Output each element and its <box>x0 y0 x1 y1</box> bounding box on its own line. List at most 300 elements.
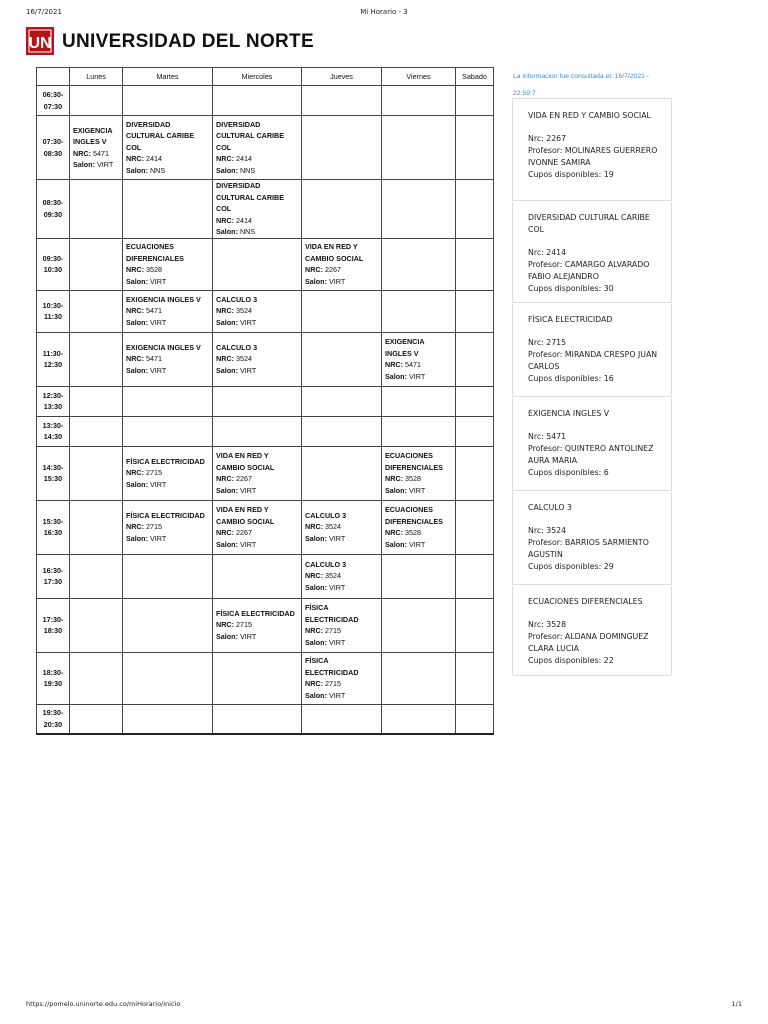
class-name: DIVERSIDAD CULTURAL CARIBE COL <box>126 119 195 152</box>
nrc-value: 2267 <box>324 265 341 274</box>
schedule-header-row <box>37 68 494 86</box>
day-header: Sabado <box>456 68 494 86</box>
class-nrc <box>305 570 378 582</box>
class-salon <box>126 276 209 288</box>
salon-label: Salon: <box>385 485 407 495</box>
class-cell <box>70 116 123 180</box>
class-nrc <box>216 527 298 539</box>
empty-cell <box>70 704 123 734</box>
salon-value: NNS <box>149 165 166 175</box>
class-name: FÍSICA ELECTRICIDAD <box>126 510 205 520</box>
nrc-value: 2715 <box>235 620 252 630</box>
class-cell <box>213 116 302 180</box>
day-header: Miercoles <box>213 68 302 86</box>
empty-cell <box>302 290 382 332</box>
empty-cell <box>123 598 213 652</box>
class-name: FÍSICA ELECTRICIDAD <box>126 456 205 466</box>
empty-cell <box>456 446 494 500</box>
empty-cell <box>213 652 302 704</box>
empty-cell <box>456 238 494 290</box>
course-nrc: Nrc: 3524 <box>528 526 567 535</box>
course-card <box>512 201 672 303</box>
salon-label: Salon: <box>126 533 148 543</box>
schedule-body <box>37 86 494 735</box>
empty-cell <box>70 554 123 598</box>
empty-cell <box>302 332 382 386</box>
class-cell <box>213 332 302 386</box>
nrc-value: 3528 <box>145 265 162 274</box>
class-salon <box>305 582 378 594</box>
empty-cell <box>213 86 302 116</box>
empty-cell <box>213 704 302 734</box>
class-salon <box>216 365 298 377</box>
class-salon <box>305 276 378 288</box>
empty-cell <box>213 386 302 416</box>
schedule-row <box>37 416 494 446</box>
schedule-row <box>37 290 494 332</box>
day-header: Viernes <box>382 68 456 86</box>
nrc-value: 3524 <box>324 522 341 532</box>
empty-cell <box>302 180 382 239</box>
salon-value: VIRT <box>328 582 346 592</box>
nrc-label: NRC: <box>126 265 144 274</box>
empty-cell <box>382 554 456 598</box>
empty-cell <box>382 86 456 116</box>
class-nrc <box>126 353 209 365</box>
class-salon <box>126 165 209 177</box>
nrc-label: NRC: <box>305 679 323 688</box>
nrc-label: NRC: <box>216 306 234 316</box>
class-nrc <box>216 619 298 631</box>
empty-cell <box>456 116 494 180</box>
empty-cell <box>70 598 123 652</box>
empty-cell <box>70 416 123 446</box>
nrc-value: 2414 <box>145 154 162 164</box>
class-salon <box>216 226 298 238</box>
schedule-row <box>37 704 494 734</box>
class-name: ECUACIONES DIFERENCIALES <box>385 451 443 472</box>
empty-cell <box>213 554 302 598</box>
time-slot: 12:30- 13:30 <box>37 386 70 416</box>
empty-cell <box>70 332 123 386</box>
empty-cell <box>456 86 494 116</box>
class-cell <box>123 238 213 290</box>
class-cell <box>382 332 456 386</box>
course-card <box>512 98 672 201</box>
empty-cell <box>302 704 382 734</box>
class-nrc <box>216 153 298 165</box>
class-nrc <box>216 473 298 485</box>
class-name: VIDA EN RED Y CAMBIO SOCIAL <box>216 505 275 526</box>
nrc-label: NRC: <box>305 522 323 532</box>
class-salon <box>73 159 119 171</box>
empty-cell <box>456 704 494 734</box>
nrc-value: 5471 <box>145 306 162 316</box>
salon-label: Salon: <box>126 276 148 286</box>
day-header: Jueves <box>302 68 382 86</box>
empty-cell <box>456 332 494 386</box>
class-salon <box>385 371 452 383</box>
class-nrc <box>216 215 298 227</box>
class-nrc <box>305 678 378 690</box>
salon-value: VIRT <box>149 317 167 327</box>
class-nrc <box>216 305 298 317</box>
class-salon <box>126 533 209 545</box>
class-salon <box>216 485 298 497</box>
class-nrc <box>126 153 209 165</box>
salon-label: Salon: <box>216 227 238 236</box>
class-name: CALCULO 3 <box>216 294 258 304</box>
course-seats: Cupos disponibles: 29 <box>528 562 614 571</box>
nrc-label: NRC: <box>126 306 144 316</box>
time-slot: 06:30- 07:30 <box>37 86 70 116</box>
course-title: DIVERSIDAD CULTURAL CARIBE COL <box>528 213 650 234</box>
schedule-row <box>37 554 494 598</box>
class-name: ECUACIONES DIFERENCIALES <box>126 242 184 263</box>
corner-cell <box>37 68 70 86</box>
class-nrc <box>126 467 209 479</box>
nrc-value: 2414 <box>235 154 252 164</box>
empty-cell <box>123 180 213 239</box>
salon-value: VIRT <box>239 631 257 641</box>
course-card <box>512 303 672 397</box>
nrc-label: NRC: <box>216 620 234 630</box>
time-slot: 07:30- 08:30 <box>37 116 70 180</box>
class-cell <box>213 446 302 500</box>
salon-value: VIRT <box>149 533 167 543</box>
class-name: DIVERSIDAD CULTURAL CARIBE COL <box>216 181 285 213</box>
time-slot: 08:30- 09:30 <box>37 180 70 239</box>
brand-header <box>26 27 426 57</box>
salon-label: Salon: <box>216 165 238 175</box>
course-seats: Cupos disponibles: 16 <box>528 374 614 383</box>
nrc-value: 5471 <box>92 148 109 158</box>
class-nrc <box>73 148 119 160</box>
empty-cell <box>302 386 382 416</box>
nrc-value: 5471 <box>145 354 162 364</box>
schedule-row <box>37 598 494 652</box>
course-professor: Profesor: BARRIOS SARMIENTO AGUSTIN <box>528 538 649 559</box>
salon-label: Salon: <box>216 485 238 495</box>
course-professor: Profesor: CAMARGO ALVARADO FABIO ALEJANDRO <box>528 260 650 281</box>
salon-value: VIRT <box>96 160 114 169</box>
nrc-value: 3528 <box>404 474 421 483</box>
class-cell <box>123 500 213 554</box>
salon-label: Salon: <box>305 582 327 592</box>
class-name: VIDA EN RED Y CAMBIO SOCIAL <box>305 242 364 263</box>
day-header: Martes <box>123 68 213 86</box>
class-name: DIVERSIDAD CULTURAL CARIBE COL <box>216 119 285 152</box>
class-name: CALCULO 3 <box>305 510 347 520</box>
empty-cell <box>70 180 123 239</box>
course-title: EXIGENCIA INGLES V <box>528 409 610 418</box>
course-nrc: Nrc: 2267 <box>528 134 567 143</box>
course-professor: Profesor: MOLINARES GUERRERO IVONNE SAMIRA <box>528 146 658 167</box>
time-slot: 13:30- 14:30 <box>37 416 70 446</box>
time-slot: 14:30- 15:30 <box>37 446 70 500</box>
course-nrc: Nrc: 5471 <box>528 432 567 441</box>
time-slot: 16:30- 17:30 <box>37 554 70 598</box>
empty-cell <box>382 386 456 416</box>
class-cell <box>123 446 213 500</box>
course-nrc: Nrc: 2715 <box>528 338 567 347</box>
empty-cell <box>382 180 456 239</box>
nrc-label: NRC: <box>216 215 234 225</box>
course-title: ECUACIONES DIFERENCIALES <box>528 597 643 606</box>
nrc-value: 3524 <box>324 571 341 581</box>
course-seats: Cupos disponibles: 6 <box>528 468 609 477</box>
empty-cell <box>70 652 123 704</box>
class-nrc <box>305 625 378 637</box>
salon-value: VIRT <box>328 276 346 286</box>
schedule-row <box>37 446 494 500</box>
nrc-value: 2715 <box>145 468 162 478</box>
schedule-row <box>37 652 494 704</box>
print-date: 16/7/2021 <box>26 8 62 16</box>
brand-name: UNIVERSIDAD DEL NORTE <box>62 31 314 52</box>
nrc-value: 2715 <box>324 679 341 688</box>
salon-label: Salon: <box>73 160 95 169</box>
nrc-label: NRC: <box>385 528 403 537</box>
empty-cell <box>456 554 494 598</box>
class-cell <box>123 332 213 386</box>
class-cell <box>123 116 213 180</box>
footer-url: https://pomelo.uninorte.edu.co/miHorario/inicio <box>26 1000 181 1008</box>
time-slot: 18:30- 19:30 <box>37 652 70 704</box>
nrc-label: NRC: <box>216 154 234 164</box>
empty-cell <box>382 704 456 734</box>
consulted-timestamp: La informacion fue consultada el: 16/7/2021 - 22:59:7 <box>513 73 650 97</box>
empty-cell <box>456 386 494 416</box>
class-cell <box>302 238 382 290</box>
salon-value: VIRT <box>408 485 426 495</box>
course-card <box>512 585 672 676</box>
salon-label: Salon: <box>216 539 238 549</box>
nrc-value: 2414 <box>235 215 252 225</box>
class-salon <box>216 317 298 329</box>
salon-value: VIRT <box>328 690 346 700</box>
nrc-label: NRC: <box>305 571 323 581</box>
page-number: 1/1 <box>731 1000 742 1008</box>
schedule-row <box>37 332 494 386</box>
course-professor: Profesor: ALDANA DOMINGUEZ CLARA LUCIA <box>528 632 649 653</box>
class-salon <box>216 539 298 551</box>
empty-cell <box>123 416 213 446</box>
print-header <box>26 8 742 20</box>
class-cell <box>213 180 302 239</box>
empty-cell <box>382 598 456 652</box>
class-name: CALCULO 3 <box>305 559 347 569</box>
nrc-value: 2715 <box>324 626 341 635</box>
salon-label: Salon: <box>216 631 238 641</box>
class-nrc <box>305 521 378 533</box>
class-cell <box>302 652 382 704</box>
time-slot: 10:30- 11:30 <box>37 290 70 332</box>
nrc-value: 2267 <box>235 528 252 537</box>
schedule-row <box>37 86 494 116</box>
salon-label: Salon: <box>305 533 327 543</box>
class-salon <box>126 365 209 377</box>
nrc-label: NRC: <box>216 528 234 537</box>
nrc-label: NRC: <box>126 354 144 364</box>
uninorte-logo-icon <box>26 27 54 55</box>
empty-cell <box>456 652 494 704</box>
salon-value: VIRT <box>328 533 346 543</box>
empty-cell <box>70 386 123 416</box>
course-seats: Cupos disponibles: 22 <box>528 656 614 665</box>
salon-value: VIRT <box>328 637 346 647</box>
logo-text: UN <box>28 35 52 52</box>
empty-cell <box>302 416 382 446</box>
nrc-label: NRC: <box>305 626 323 635</box>
salon-value: VIRT <box>239 539 257 549</box>
empty-cell <box>302 446 382 500</box>
course-title: VIDA EN RED Y CAMBIO SOCIAL <box>528 111 651 120</box>
schedule-row <box>37 386 494 416</box>
time-slot: 11:30- 12:30 <box>37 332 70 386</box>
class-name: EXIGENCIA INGLES V <box>126 342 201 352</box>
empty-cell <box>70 446 123 500</box>
empty-cell <box>456 290 494 332</box>
salon-label: Salon: <box>305 637 327 647</box>
salon-value: VIRT <box>408 539 426 549</box>
course-professor: Profesor: MIRANDA CRESPO JUAN CARLOS <box>528 350 658 371</box>
course-nrc: Nrc: 2414 <box>528 248 567 257</box>
course-seats: Cupos disponibles: 30 <box>528 284 614 293</box>
class-salon <box>126 317 209 329</box>
salon-label: Salon: <box>126 165 148 175</box>
class-cell <box>302 500 382 554</box>
salon-label: Salon: <box>216 365 238 375</box>
empty-cell <box>456 416 494 446</box>
nrc-label: NRC: <box>216 354 234 364</box>
nrc-label: NRC: <box>385 474 403 483</box>
schedule-row <box>37 500 494 554</box>
class-cell <box>382 446 456 500</box>
course-card <box>512 491 672 585</box>
salon-label: Salon: <box>385 539 407 549</box>
salon-value: VIRT <box>408 371 426 381</box>
salon-value: NNS <box>239 227 256 236</box>
class-nrc <box>126 305 209 317</box>
empty-cell <box>70 238 123 290</box>
empty-cell <box>70 86 123 116</box>
empty-cell <box>123 704 213 734</box>
empty-cell <box>123 652 213 704</box>
class-salon <box>216 165 298 177</box>
class-salon <box>385 539 452 551</box>
empty-cell <box>456 598 494 652</box>
class-salon <box>216 631 298 643</box>
day-header: Lunes <box>70 68 123 86</box>
course-professor: Profesor: QUINTERO ANTOLINEZ AURA MARIA <box>528 444 654 465</box>
nrc-label: NRC: <box>216 474 234 483</box>
schedule-row <box>37 180 494 239</box>
class-cell <box>213 500 302 554</box>
salon-value: VIRT <box>239 317 257 327</box>
class-salon <box>126 479 209 491</box>
empty-cell <box>70 290 123 332</box>
salon-label: Salon: <box>126 317 148 327</box>
nrc-value: 2267 <box>235 474 252 483</box>
class-cell <box>123 290 213 332</box>
nrc-label: NRC: <box>126 522 144 532</box>
nrc-label: NRC: <box>73 148 91 158</box>
empty-cell <box>123 386 213 416</box>
time-slot: 17:30- 18:30 <box>37 598 70 652</box>
course-title: FÍSICA ELECTRICIDAD <box>528 315 613 324</box>
empty-cell <box>382 416 456 446</box>
class-salon <box>305 637 378 649</box>
salon-label: Salon: <box>305 690 327 700</box>
salon-value: VIRT <box>149 479 167 489</box>
class-name: ECUACIONES DIFERENCIALES <box>385 505 443 526</box>
class-name: FÍSICA ELECTRICIDAD <box>305 603 359 624</box>
empty-cell <box>382 652 456 704</box>
class-nrc <box>216 353 298 365</box>
time-slot: 15:30- 16:30 <box>37 500 70 554</box>
empty-cell <box>123 554 213 598</box>
empty-cell <box>123 86 213 116</box>
empty-cell <box>382 238 456 290</box>
class-cell <box>302 554 382 598</box>
class-name: EXIGENCIA INGLES V <box>385 337 425 358</box>
print-footer <box>26 1000 742 1010</box>
salon-label: Salon: <box>216 317 238 327</box>
time-slot: 19:30- 20:30 <box>37 704 70 734</box>
nrc-value: 5471 <box>404 360 421 369</box>
nrc-label: NRC: <box>385 360 403 369</box>
class-name: EXIGENCIA INGLES V <box>126 294 201 304</box>
empty-cell <box>302 116 382 180</box>
class-nrc <box>385 359 452 371</box>
salon-value: VIRT <box>149 365 167 375</box>
class-name: FÍSICA ELECTRICIDAD <box>216 608 295 618</box>
course-card <box>512 397 672 491</box>
nrc-value: 3524 <box>235 306 252 316</box>
time-slot: 09:30- 10:30 <box>37 238 70 290</box>
class-name: VIDA EN RED Y CAMBIO SOCIAL <box>216 451 275 472</box>
salon-value: NNS <box>239 165 256 175</box>
empty-cell <box>213 416 302 446</box>
salon-label: Salon: <box>126 479 148 489</box>
empty-cell <box>302 86 382 116</box>
class-name: CALCULO 3 <box>216 342 258 352</box>
class-name: FÍSICA ELECTRICIDAD <box>305 656 359 677</box>
salon-value: VIRT <box>239 365 257 375</box>
schedule-table <box>36 67 494 735</box>
nrc-label: NRC: <box>305 265 323 274</box>
class-salon <box>385 485 452 497</box>
class-salon <box>305 690 378 702</box>
class-salon <box>305 533 378 545</box>
class-nrc <box>126 264 209 276</box>
class-cell <box>382 500 456 554</box>
empty-cell <box>456 180 494 239</box>
salon-label: Salon: <box>385 371 407 381</box>
empty-cell <box>456 500 494 554</box>
course-card-list <box>512 98 672 676</box>
nrc-value: 3528 <box>404 528 421 537</box>
class-cell <box>302 598 382 652</box>
print-title: Mi Horario - 3 <box>360 8 408 16</box>
class-nrc <box>305 264 378 276</box>
course-nrc: Nrc: 3528 <box>528 620 567 629</box>
schedule-row <box>37 116 494 180</box>
schedule-row <box>37 238 494 290</box>
salon-value: VIRT <box>149 276 167 286</box>
salon-label: Salon: <box>126 365 148 375</box>
